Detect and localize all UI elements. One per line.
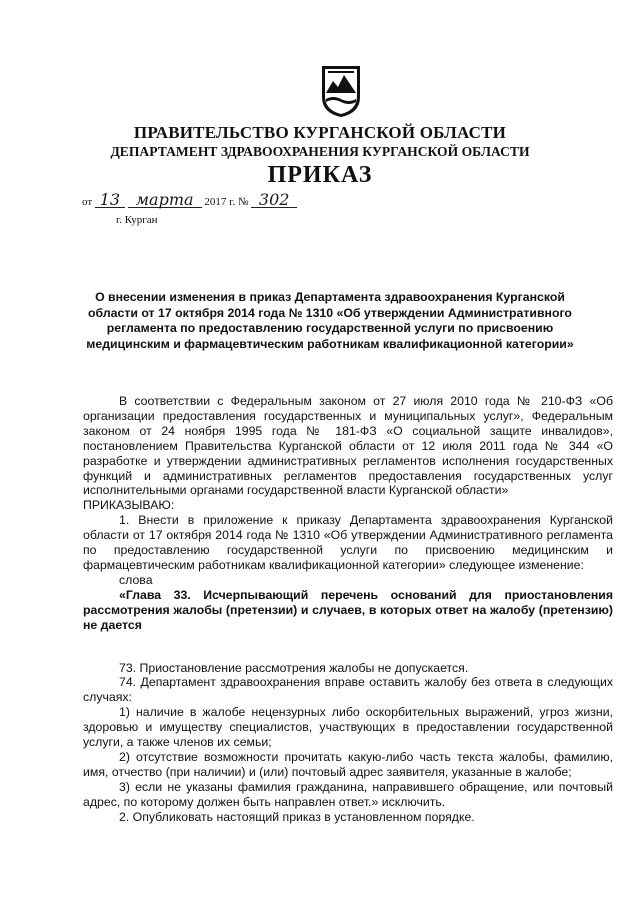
- item-1: 1. Внести в приложение к приказу Департамента здравоохранения Курганской области от 17 октября 2014 года № 1310 «Об утверждении Административного регламента по предоставлению государственной услуги по присвоению медицинским и фармацевтическим работникам квалификационной категории» следующее изменение:: [83, 513, 613, 572]
- item-2: 2. Опубликовать настоящий приказ в установленном порядке.: [119, 809, 475, 824]
- words-label: слова: [119, 572, 153, 587]
- coat-of-arms-emblem: [319, 63, 363, 119]
- chapter-heading: «Глава 33. Исчерпывающий перечень оснований для приостановления рассмотрения жалобы (претензии) и случаев, в которых ответ на жалобу (претензию) не дается: [83, 587, 613, 632]
- order-word: ПРИКАЗЫВАЮ:: [83, 498, 175, 513]
- city-name: г. Курган: [116, 214, 158, 226]
- order-body: [83, 394, 613, 824]
- subitem-2: 2) отсутствие возможности прочитать какую-либо часть текста жалобы, фамилию, имя, отчество (при наличии) и (или) почтовый адрес заявителя, указанные в жалобе;: [83, 749, 613, 779]
- department-name: ДЕПАРТАМЕНТ ЗДРАВООХРАНЕНИЯ КУРГАНСКОЙ ОБЛАСТИ: [110, 144, 530, 159]
- subitem-3: 3) если не указаны фамилия гражданина, направившего обращение, или почтовый адрес, по которому должен быть направлен ответ.» исключить.: [83, 779, 613, 809]
- date-month: марта: [128, 193, 202, 208]
- order-number: 302: [251, 193, 297, 208]
- subitem-1: 1) наличие в жалобе нецензурных либо оскорбительных выражений, угроз жизни, здоровью и имуществу специалистов, участвующих в предоставлении государственной услуги, а также членов их семьи;: [83, 705, 613, 750]
- date-day: 13: [95, 193, 125, 208]
- from-label: от: [82, 196, 93, 208]
- date-line: [82, 190, 297, 209]
- paragraph-74: 74. Департамент здравоохранения вправе оставить жалобу без ответа в следующих случаях:: [83, 675, 613, 705]
- preamble: В соответствии с Федеральным законом от 27 июля 2010 года № 210-ФЗ «Об организации предоставления государственных и муниципальных услуг», Федеральным законом от 24 ноября 1995 года № 181-ФЗ «О социальной защите инвалидов», постановлением Правительства Курганской области от 12 июля 2011 года № 344 «О разработке и утверждении административных регламентов исполнения государственных функций и административных регламентов предоставления государственных услуг исполнительными органами государственной власти Курганской области»: [83, 394, 613, 498]
- government-name: ПРАВИТЕЛЬСТВО КУРГАНСКОЙ ОБЛАСТИ: [133, 123, 507, 142]
- paragraph-73: 73. Приостановление рассмотрения жалобы не допускается.: [119, 660, 469, 675]
- order-title: О внесении изменения в приказ Департамента здравоохранения Курганской области от 17 октября 2014 года № 1310 «Об утверждении Административного регламента по предоставлению государственной услуги по присвоению медицинским и фармацевтическим работникам квалификационной категории»: [86, 290, 574, 351]
- document-type: ПРИКАЗ: [267, 162, 373, 188]
- year-number-label: 2017 г. №: [204, 196, 249, 208]
